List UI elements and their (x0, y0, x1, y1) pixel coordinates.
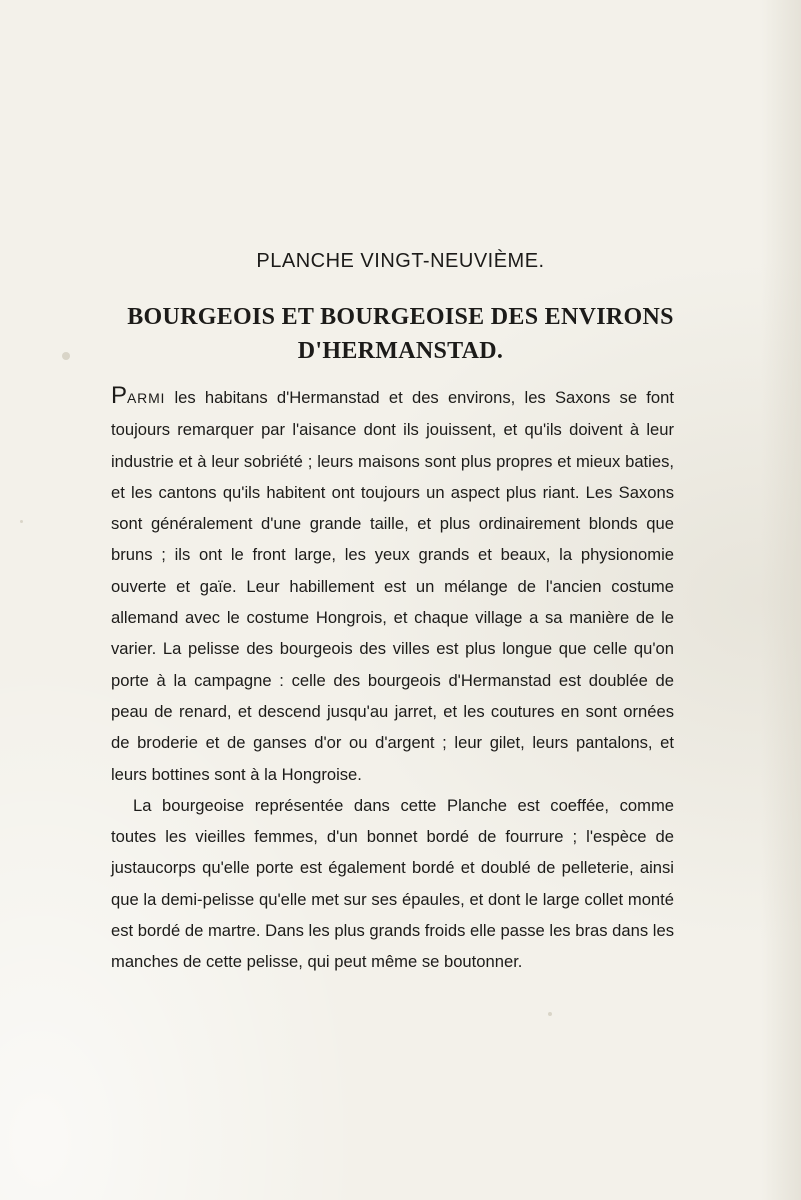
title-line-1: BOURGEOIS ET BOURGEOISE DES ENVIRONS (127, 304, 674, 330)
paragraph-1-text: les habitans d'Hermanstad et des environs, les Saxons se font toujours remarquer par l'aisance dont ils jouissent, et qu'ils doivent à leur industrie et à leur sobriété ; leurs maisons sont plus propres et mieux baties, et les cantons qu'ils habitent ont toujours un aspect plus riant. Les Saxons sont généralement d'une grande taille, et plus ordinairement blonds que bruns ; ils ont le front large, les yeux grands et beaux, la physionomie ouverte et gaïe. Leur habillement est un mélange de l'ancien costume allemand avec le costume Hongrois, et chaque village a sa manière de le varier. La pelisse des bourgeois des villes est plus longue que celle qu'on porte à la campagne : celle des bourgeois d'Hermanstad est doublée de peau de renard, et descend jusqu'au jarret, et les coutures en sont ornées de broderie et de ganses d'or ou d'argent ; leur gilet, leurs pantalons, et leurs bottines sont à la Hongroise. (111, 388, 674, 784)
body-text (111, 380, 674, 978)
initial-capital: P (111, 382, 128, 409)
page-edge-shadow (761, 0, 801, 1200)
title-line-2: D'HERMANSTAD. (297, 338, 504, 364)
paper-speck (20, 520, 23, 523)
paragraph-1 (111, 380, 674, 790)
paper-speck (548, 1012, 552, 1016)
page-title (0, 300, 801, 368)
initial-small-caps: ARMI (127, 390, 166, 406)
plate-heading: PLANCHE VINGT-NEUVIÈME. (256, 250, 545, 272)
paragraph-2: La bourgeoise représentée dans cette Planche est coeffée, comme toutes les vieilles femmes, d'un bonnet bordé de fourrure ; l'espèce de justaucorps qu'elle porte est également bordé et doublé de pelleterie, ainsi que la demi-pelisse qu'elle met sur ses épaules, et dont le large collet monté est bordé de martre. Dans les plus grands froids elle passe les bras dans les manches de cette pelisse, qui peut même se boutonner. (111, 795, 674, 972)
